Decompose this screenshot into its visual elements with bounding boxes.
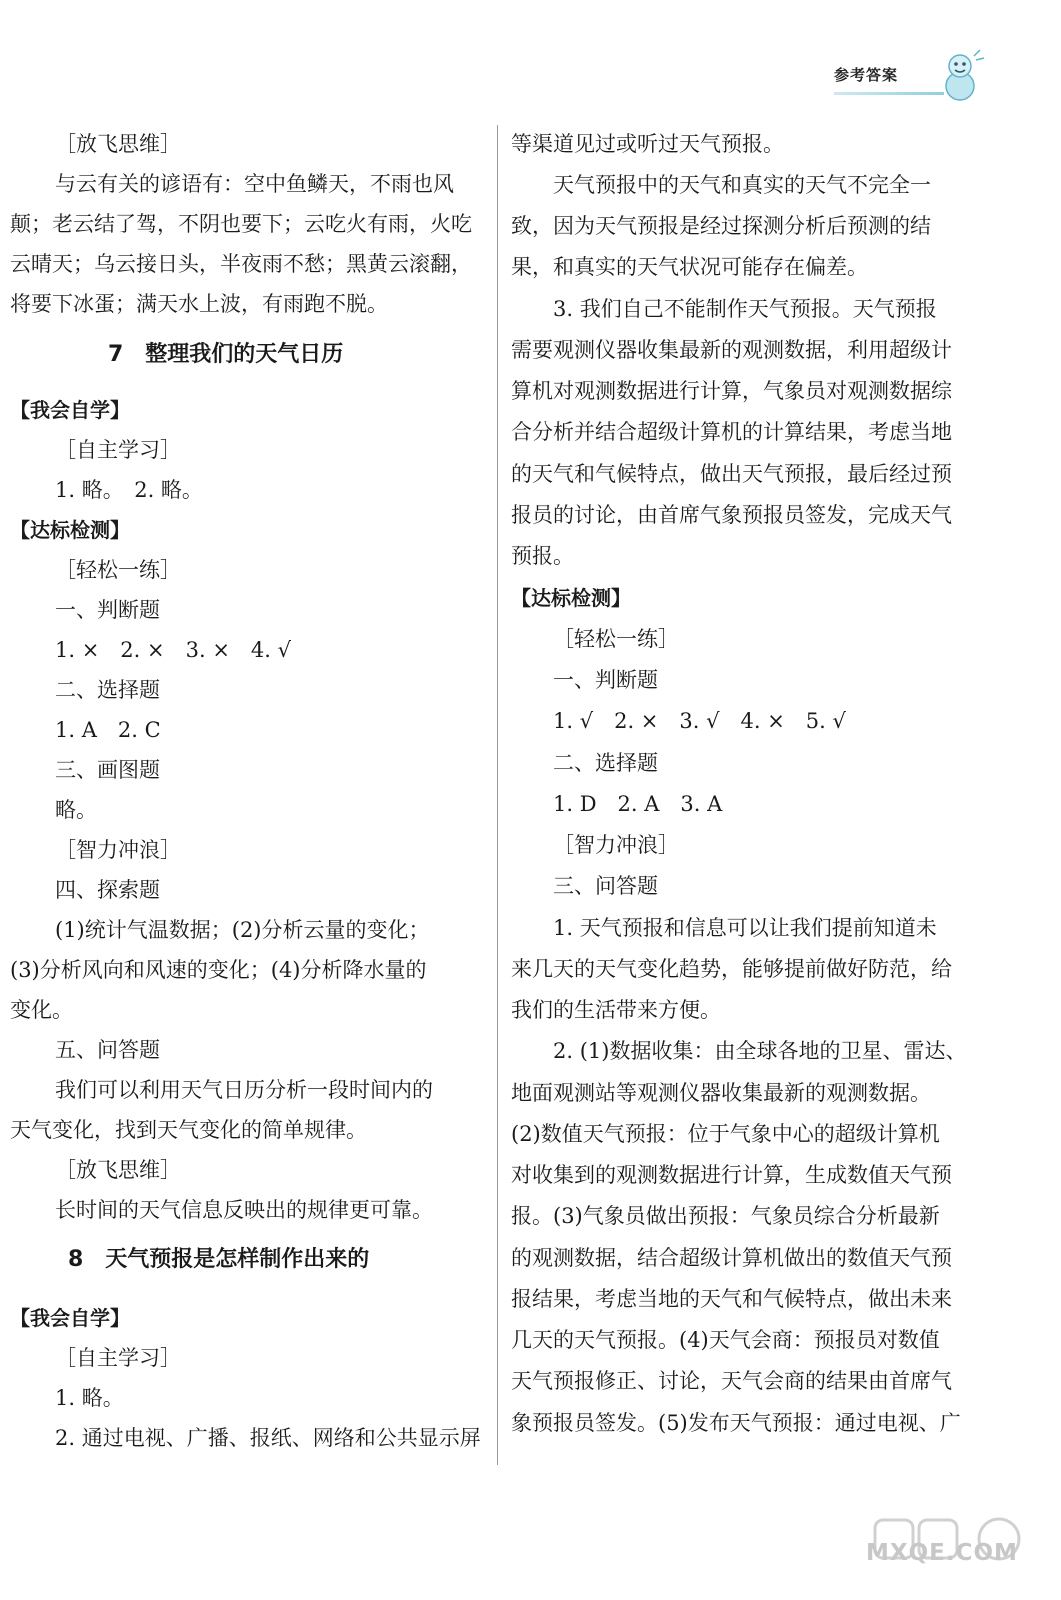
header-label: 参考答案 xyxy=(834,66,899,84)
text-line: ［自主学习］ xyxy=(55,1346,181,1370)
text-line: ［轻松一练］ xyxy=(55,558,181,582)
text-line: 1. 天气预报和信息可以让我们提前知道未 xyxy=(553,916,937,940)
text-line: (2)数值天气预报：位于气象中心的超级计算机 xyxy=(511,1122,940,1146)
text-line: 的天气和气候特点，做出天气预报，最后经过预 xyxy=(511,462,952,486)
section-title: 8 天气预报是怎样制作出来的 xyxy=(68,1247,370,1272)
column-divider xyxy=(497,125,498,1465)
text-line: 五、问答题 xyxy=(55,1038,160,1062)
text-line: ［智力冲浪］ xyxy=(553,833,679,857)
text-line: 四、探索题 xyxy=(55,878,160,902)
section-heading: 【达标检测】 xyxy=(511,586,631,610)
text-line: 的观测数据，结合超级计算机做出的数值天气预 xyxy=(511,1246,952,1270)
text-line: 1. A 2. C xyxy=(55,718,161,742)
text-line: 将要下冰蛋；满天水上波，有雨跑不脱。 xyxy=(10,292,388,316)
text-line: 果，和真实的天气状况可能存在偏差。 xyxy=(511,255,868,279)
text-line: 颠；老云结了驾，不阴也要下；云吃火有雨，火吃 xyxy=(10,212,472,236)
header-underline xyxy=(834,92,944,95)
text-line: 1. × 2. × 3. × 4. √ xyxy=(55,638,292,662)
text-line: 致，因为天气预报是经过探测分析后预测的结 xyxy=(511,214,931,238)
text-line: 报。(3)气象员做出预报：气象员综合分析最新 xyxy=(511,1204,940,1228)
text-line: (3)分析风向和风速的变化；(4)分析降水量的 xyxy=(10,958,427,982)
text-line: 预报。 xyxy=(511,544,574,568)
text-line: ［轻松一练］ xyxy=(553,627,679,651)
text-line: 算机对观测数据进行计算，气象员对观测数据综 xyxy=(511,379,952,403)
text-line: 地面观测站等观测仪器收集最新的观测数据。 xyxy=(511,1081,931,1105)
text-line: 等渠道见过或听过天气预报。 xyxy=(511,132,784,156)
text-line: 象预报员签发。(5)发布天气预报：通过电视、广 xyxy=(511,1411,961,1435)
snowman-mascot-icon xyxy=(930,46,990,106)
text-line: 报员的讨论，由首席气象预报员签发，完成天气 xyxy=(511,503,952,527)
text-line: 三、画图题 xyxy=(55,758,160,782)
text-line: 来几天的天气变化趋势，能够提前做好防范，给 xyxy=(511,957,952,981)
text-line: 二、选择题 xyxy=(553,751,658,775)
text-line: 一、判断题 xyxy=(55,598,160,622)
text-line: 变化。 xyxy=(10,998,73,1022)
text-line: 三、问答题 xyxy=(553,874,658,898)
text-line: 一、判断题 xyxy=(553,668,658,692)
text-line: 2. 通过电视、广播、报纸、网络和公共显示屏 xyxy=(55,1426,481,1450)
text-line: (1)统计气温数据；(2)分析云量的变化； xyxy=(55,918,430,942)
watermark-text: MXQE.COM xyxy=(866,1540,1018,1566)
text-line: ［智力冲浪］ xyxy=(55,838,181,862)
text-line: 长时间的天气信息反映出的规律更可靠。 xyxy=(55,1198,433,1222)
text-line: 1. D 2. A 3. A xyxy=(553,792,723,816)
text-line: 1. 略。 xyxy=(55,1386,124,1410)
text-line: 二、选择题 xyxy=(55,678,160,702)
text-line: 对收集到的观测数据进行计算，生成数值天气预 xyxy=(511,1163,952,1187)
text-line: 与云有关的谚语有：空中鱼鳞天，不雨也风 xyxy=(55,172,454,196)
text-line: ［自主学习］ xyxy=(55,438,181,462)
text-line: ［放飞思维］ xyxy=(55,132,181,156)
text-line: 3. 我们自己不能制作天气预报。天气预报 xyxy=(553,297,937,321)
text-line: 合分析并结合超级计算机的计算结果，考虑当地 xyxy=(511,420,952,444)
text-line: 我们可以利用天气日历分析一段时间内的 xyxy=(55,1078,433,1102)
text-line: 2. (1)数据收集：由全球各地的卫星、雷达、 xyxy=(553,1039,967,1063)
text-line: 我们的生活带来方便。 xyxy=(511,998,721,1022)
text-line: 天气变化，找到天气变化的简单规律。 xyxy=(10,1118,367,1142)
text-line: 1. 略。 2. 略。 xyxy=(55,478,203,502)
text-line: 云晴天；乌云接日头，半夜雨不愁；黑黄云滚翻， xyxy=(10,252,472,276)
section-heading: 【我会自学】 xyxy=(10,1306,130,1330)
text-line: 略。 xyxy=(55,798,97,822)
text-line: 天气预报修正、讨论，天气会商的结果由首席气 xyxy=(511,1369,952,1393)
text-line: 1. √ 2. × 3. √ 4. × 5. √ xyxy=(553,709,846,733)
section-heading: 【我会自学】 xyxy=(10,398,130,422)
text-line: 报结果，考虑当地的天气和气候特点，做出未来 xyxy=(511,1287,952,1311)
section-heading: 【达标检测】 xyxy=(10,518,130,542)
text-line: 天气预报中的天气和真实的天气不完全一 xyxy=(553,173,931,197)
section-title: 7 整理我们的天气日历 xyxy=(108,342,344,367)
text-line: ［放飞思维］ xyxy=(55,1158,181,1182)
text-line: 需要观测仪器收集最新的观测数据，利用超级计 xyxy=(511,338,952,362)
text-line: 几天的天气预报。(4)天气会商：预报员对数值 xyxy=(511,1328,940,1352)
